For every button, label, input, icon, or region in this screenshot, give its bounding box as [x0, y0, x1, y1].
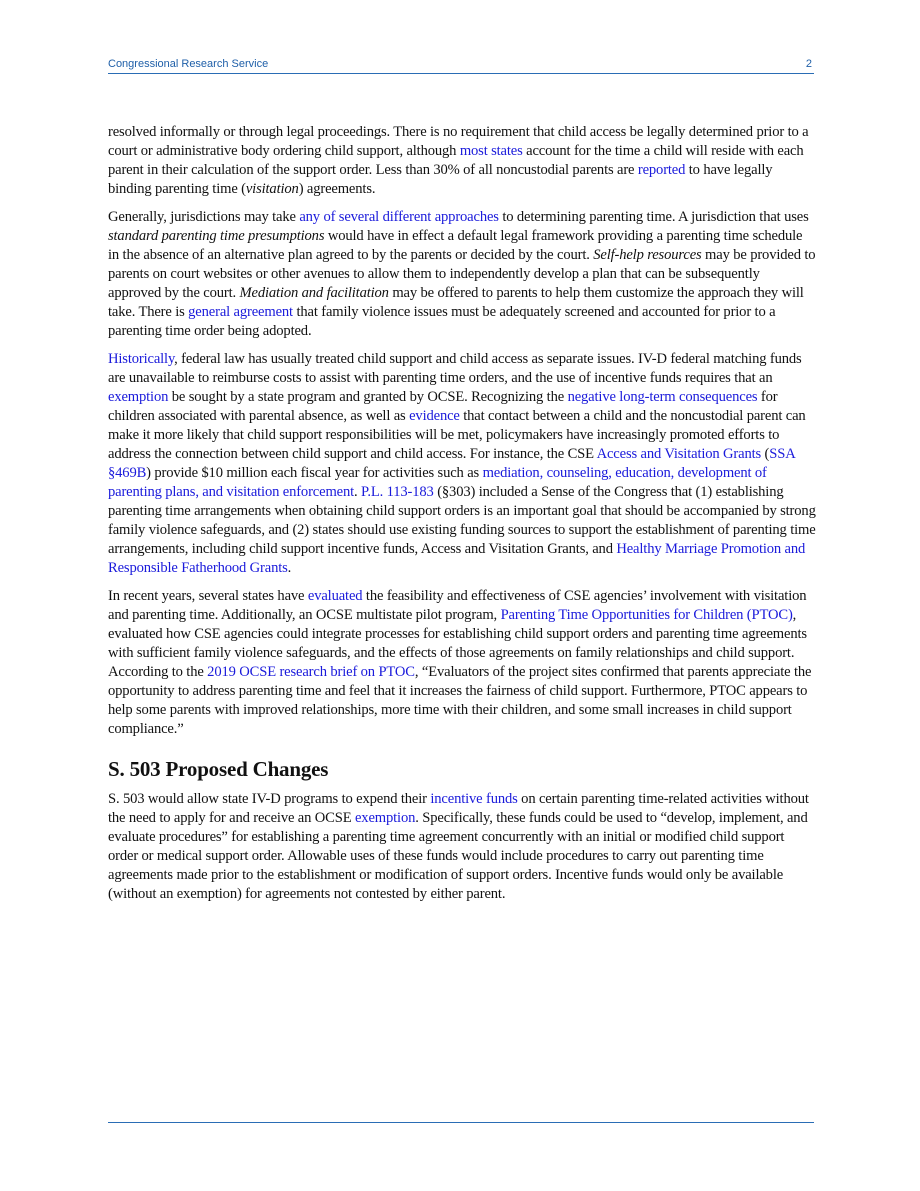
page-header: [108, 58, 814, 74]
text: , “Evaluators of the project sites confirmed that parents appreciate the opportunity to address parenting time and feel that it increases the fairness of child support. Furthermore, PTOC appears to help some parents with improved relationships, more time with their children, and some small increases in child support compliance.”: [108, 664, 812, 737]
link-pl-113-183[interactable]: P.L. 113-183: [361, 484, 434, 500]
link-healthy-marriage-grants[interactable]: Healthy Marriage Promotion and Responsible Fatherhood Grants: [108, 541, 806, 576]
text: .: [287, 560, 292, 576]
text: (: [761, 446, 770, 462]
text: . Specifically, these funds could be used to “develop, implement, and evaluate procedures” for establishing a parenting time agreement concurrently with an initial or modified child support order or medical support order. Allowable uses of these funds would include procedures to carry out parenting time agreements made prior to the establishment or modification of support orders. Incentive funds would only be available (without an exemption) for agreements not contested by either parent.: [108, 810, 808, 902]
italic-text: visitation: [245, 181, 299, 197]
text: ) agreements.: [298, 181, 376, 197]
link-general-agreement[interactable]: general agreement: [188, 304, 293, 320]
paragraph-5: [108, 790, 816, 904]
text: would have in effect a default legal framework providing a parenting time schedule in the absence of an alternative plan agreed to by the parents or decided by the court.: [108, 228, 803, 263]
text: account for the time a child will reside with each parent in their calculation of the support order. Less than 30% of all noncustodial parents are: [108, 143, 804, 178]
text: that contact between a child and the noncustodial parent can make it more likely that child support responsibilities will be met, policymakers have increasingly promoted efforts to address the connection between child support and child access. For instance, the CSE: [108, 408, 806, 462]
text: the feasibility and effectiveness of CSE agencies’ involvement with visitation and parenting time. Additionally, an OCSE multistate pilot program,: [108, 588, 807, 623]
text: , evaluated how CSE agencies could integrate processes for establishing child support orders and parenting time agreements with sufficient family violence safeguards, and the effects of those agreements on family relationships and child support. According to the: [108, 607, 807, 680]
link-negative-consequences[interactable]: negative long-term consequences: [567, 389, 758, 405]
text: resolved informally or through legal proceedings. There is no requirement that child access be legally determined prior to a court or administrative body ordering child support, although: [108, 124, 809, 159]
link-most-states[interactable]: most states: [459, 143, 523, 159]
text: for children associated with parental absence, as well as: [108, 389, 778, 424]
link-ocse-research-brief[interactable]: 2019 OCSE research brief on PTOC: [207, 664, 415, 680]
italic-text: standard parenting time presumptions: [108, 228, 325, 244]
document-body: [108, 123, 816, 913]
text: ) provide $10 million each fiscal year for activities such as: [146, 465, 483, 481]
paragraph-3: [108, 350, 816, 578]
header-organization: Congressional Research Service: [108, 58, 269, 70]
page-number: 2: [805, 58, 812, 70]
link-historically[interactable]: Historically: [108, 351, 175, 367]
text: S. 503 would allow state IV-D programs to expend their: [108, 791, 431, 807]
link-ssa-469b[interactable]: SSA §469B: [108, 446, 795, 481]
link-exemption[interactable]: exemption: [354, 810, 416, 826]
link-ptoc[interactable]: Parenting Time Opportunities for Children (PTOC): [500, 607, 793, 623]
link-exemption[interactable]: exemption: [108, 389, 169, 405]
link-approaches[interactable]: any of several different approaches: [299, 209, 499, 225]
section-heading: S. 503 Proposed Changes: [108, 757, 329, 781]
text: to determining parenting time. A jurisdiction that uses: [498, 209, 809, 225]
link-access-visitation-grants[interactable]: Access and Visitation Grants: [596, 446, 762, 462]
link-evidence[interactable]: evidence: [409, 408, 460, 424]
italic-text: Mediation and facilitation: [239, 285, 389, 301]
link-evaluated[interactable]: evaluated: [307, 588, 363, 604]
text: may be provided to parents on court websites or other avenues to allow them to independently develop a plan that can be subsequently approved by the court.: [108, 247, 816, 301]
paragraph-1: [108, 123, 816, 199]
link-incentive-funds[interactable]: incentive funds: [430, 791, 518, 807]
text: , federal law has usually treated child support and child access as separate issues. IV-D federal matching funds are unavailable to reimburse costs to assist with parenting time orders, and the use of incentive funds requires that an: [108, 351, 802, 386]
text: (§303) included a Sense of the Congress that (1) establishing parenting time arrangements when obtaining child support orders is an important goal that should be accompanied by strong family violence safeguards, and (2) states should use existing funding sources to support the establishment of parenting time arrangements, including child support incentive funds, Access and Visitation Grants, and: [108, 484, 816, 557]
link-reported[interactable]: reported: [637, 162, 686, 178]
text: that family violence issues must be adequately screened and accounted for prior to a parenting time order being adopted.: [108, 304, 776, 339]
link-activities[interactable]: mediation, counseling, education, development of parenting plans, and visitation enforcement: [108, 465, 767, 500]
paragraph-4: [108, 587, 816, 739]
text: In recent years, several states have: [108, 588, 308, 604]
paragraph-2: [108, 208, 816, 341]
text: Generally, jurisdictions may take: [108, 209, 300, 225]
text: to have legally binding parenting time (: [108, 162, 773, 197]
text: on certain parenting time-related activities without the need to apply for and receive an OCSE: [108, 791, 809, 826]
text: may be offered to parents to help them customize the approach they will take. There is: [108, 285, 804, 320]
header-rule: [108, 73, 814, 74]
text: be sought by a state program and granted by OCSE. Recognizing the: [168, 389, 568, 405]
italic-text: Self-help resources: [593, 247, 702, 263]
footer-rule: [108, 1122, 814, 1123]
text: .: [354, 484, 362, 500]
